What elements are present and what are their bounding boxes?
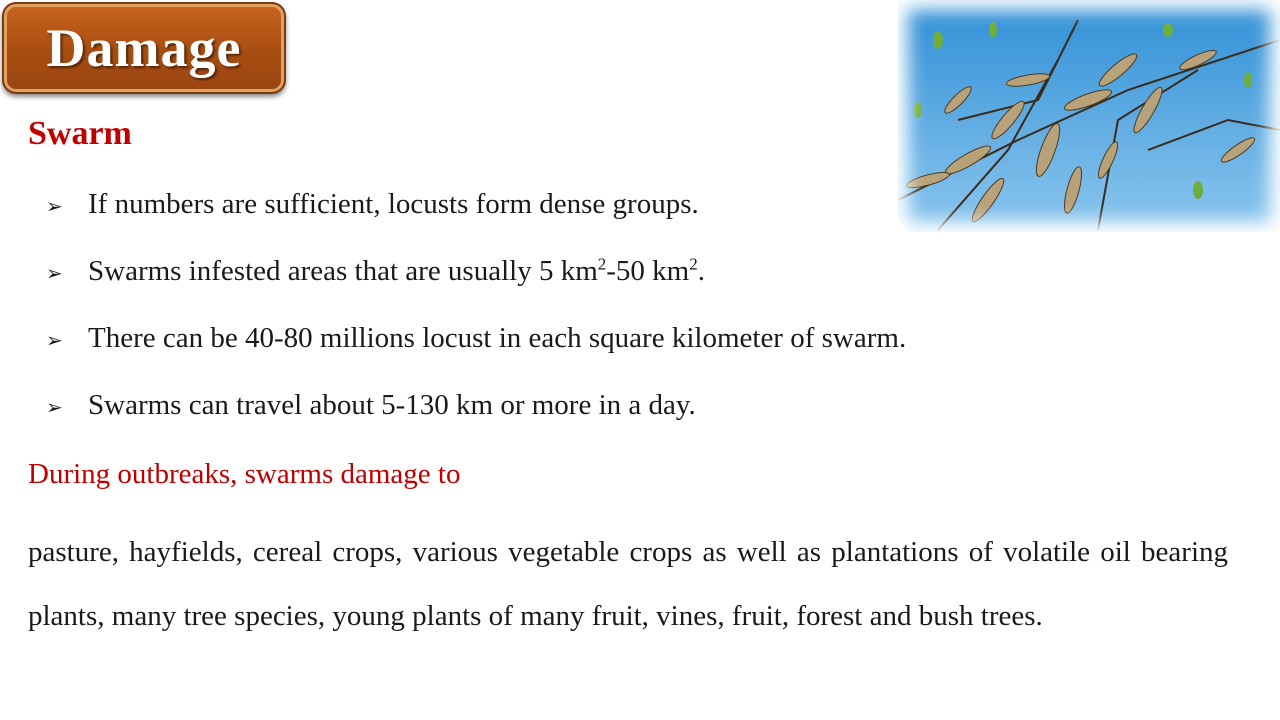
arrow-bullet-icon: ➢	[46, 194, 63, 218]
bullet-text: If numbers are sufficient, locusts form dense groups.	[88, 188, 699, 220]
section-heading-swarm: Swarm	[28, 115, 132, 152]
outbreak-lead-text: During outbreaks, swarms damage to	[28, 458, 461, 490]
bullet-item	[46, 249, 1166, 316]
slide-title-badge	[2, 2, 286, 94]
superscript: 2	[597, 254, 607, 274]
bullet-text: Swarms can travel about 5-130 km or more in a day.	[88, 389, 696, 421]
bullet-item	[46, 383, 1166, 450]
bullet-item	[46, 182, 1166, 249]
bullet-text: There can be 40-80 millions locust in each square kilometer of swarm.	[88, 322, 907, 354]
bullet-text	[88, 249, 705, 294]
arrow-bullet-icon: ➢	[46, 328, 63, 352]
superscript: 2	[689, 254, 698, 274]
arrow-bullet-icon: ➢	[46, 395, 63, 419]
arrow-bullet-icon: ➢	[46, 261, 63, 285]
bullet-list	[46, 182, 1166, 450]
bullet-text-part: -50 km	[606, 255, 690, 287]
bullet-item	[46, 316, 1166, 383]
damage-paragraph: pasture, hayfields, cereal crops, various vegetable crops as well as plantations of volatile oil bearing plants, many tree species, young plants of many fruit, vines, fruit, forest and bush trees.	[28, 536, 1228, 632]
bullet-text-part: Swarms infested areas that are usually 5 km	[88, 255, 598, 287]
bullet-text-part: .	[697, 255, 705, 287]
slide-title: Damage	[46, 18, 242, 78]
